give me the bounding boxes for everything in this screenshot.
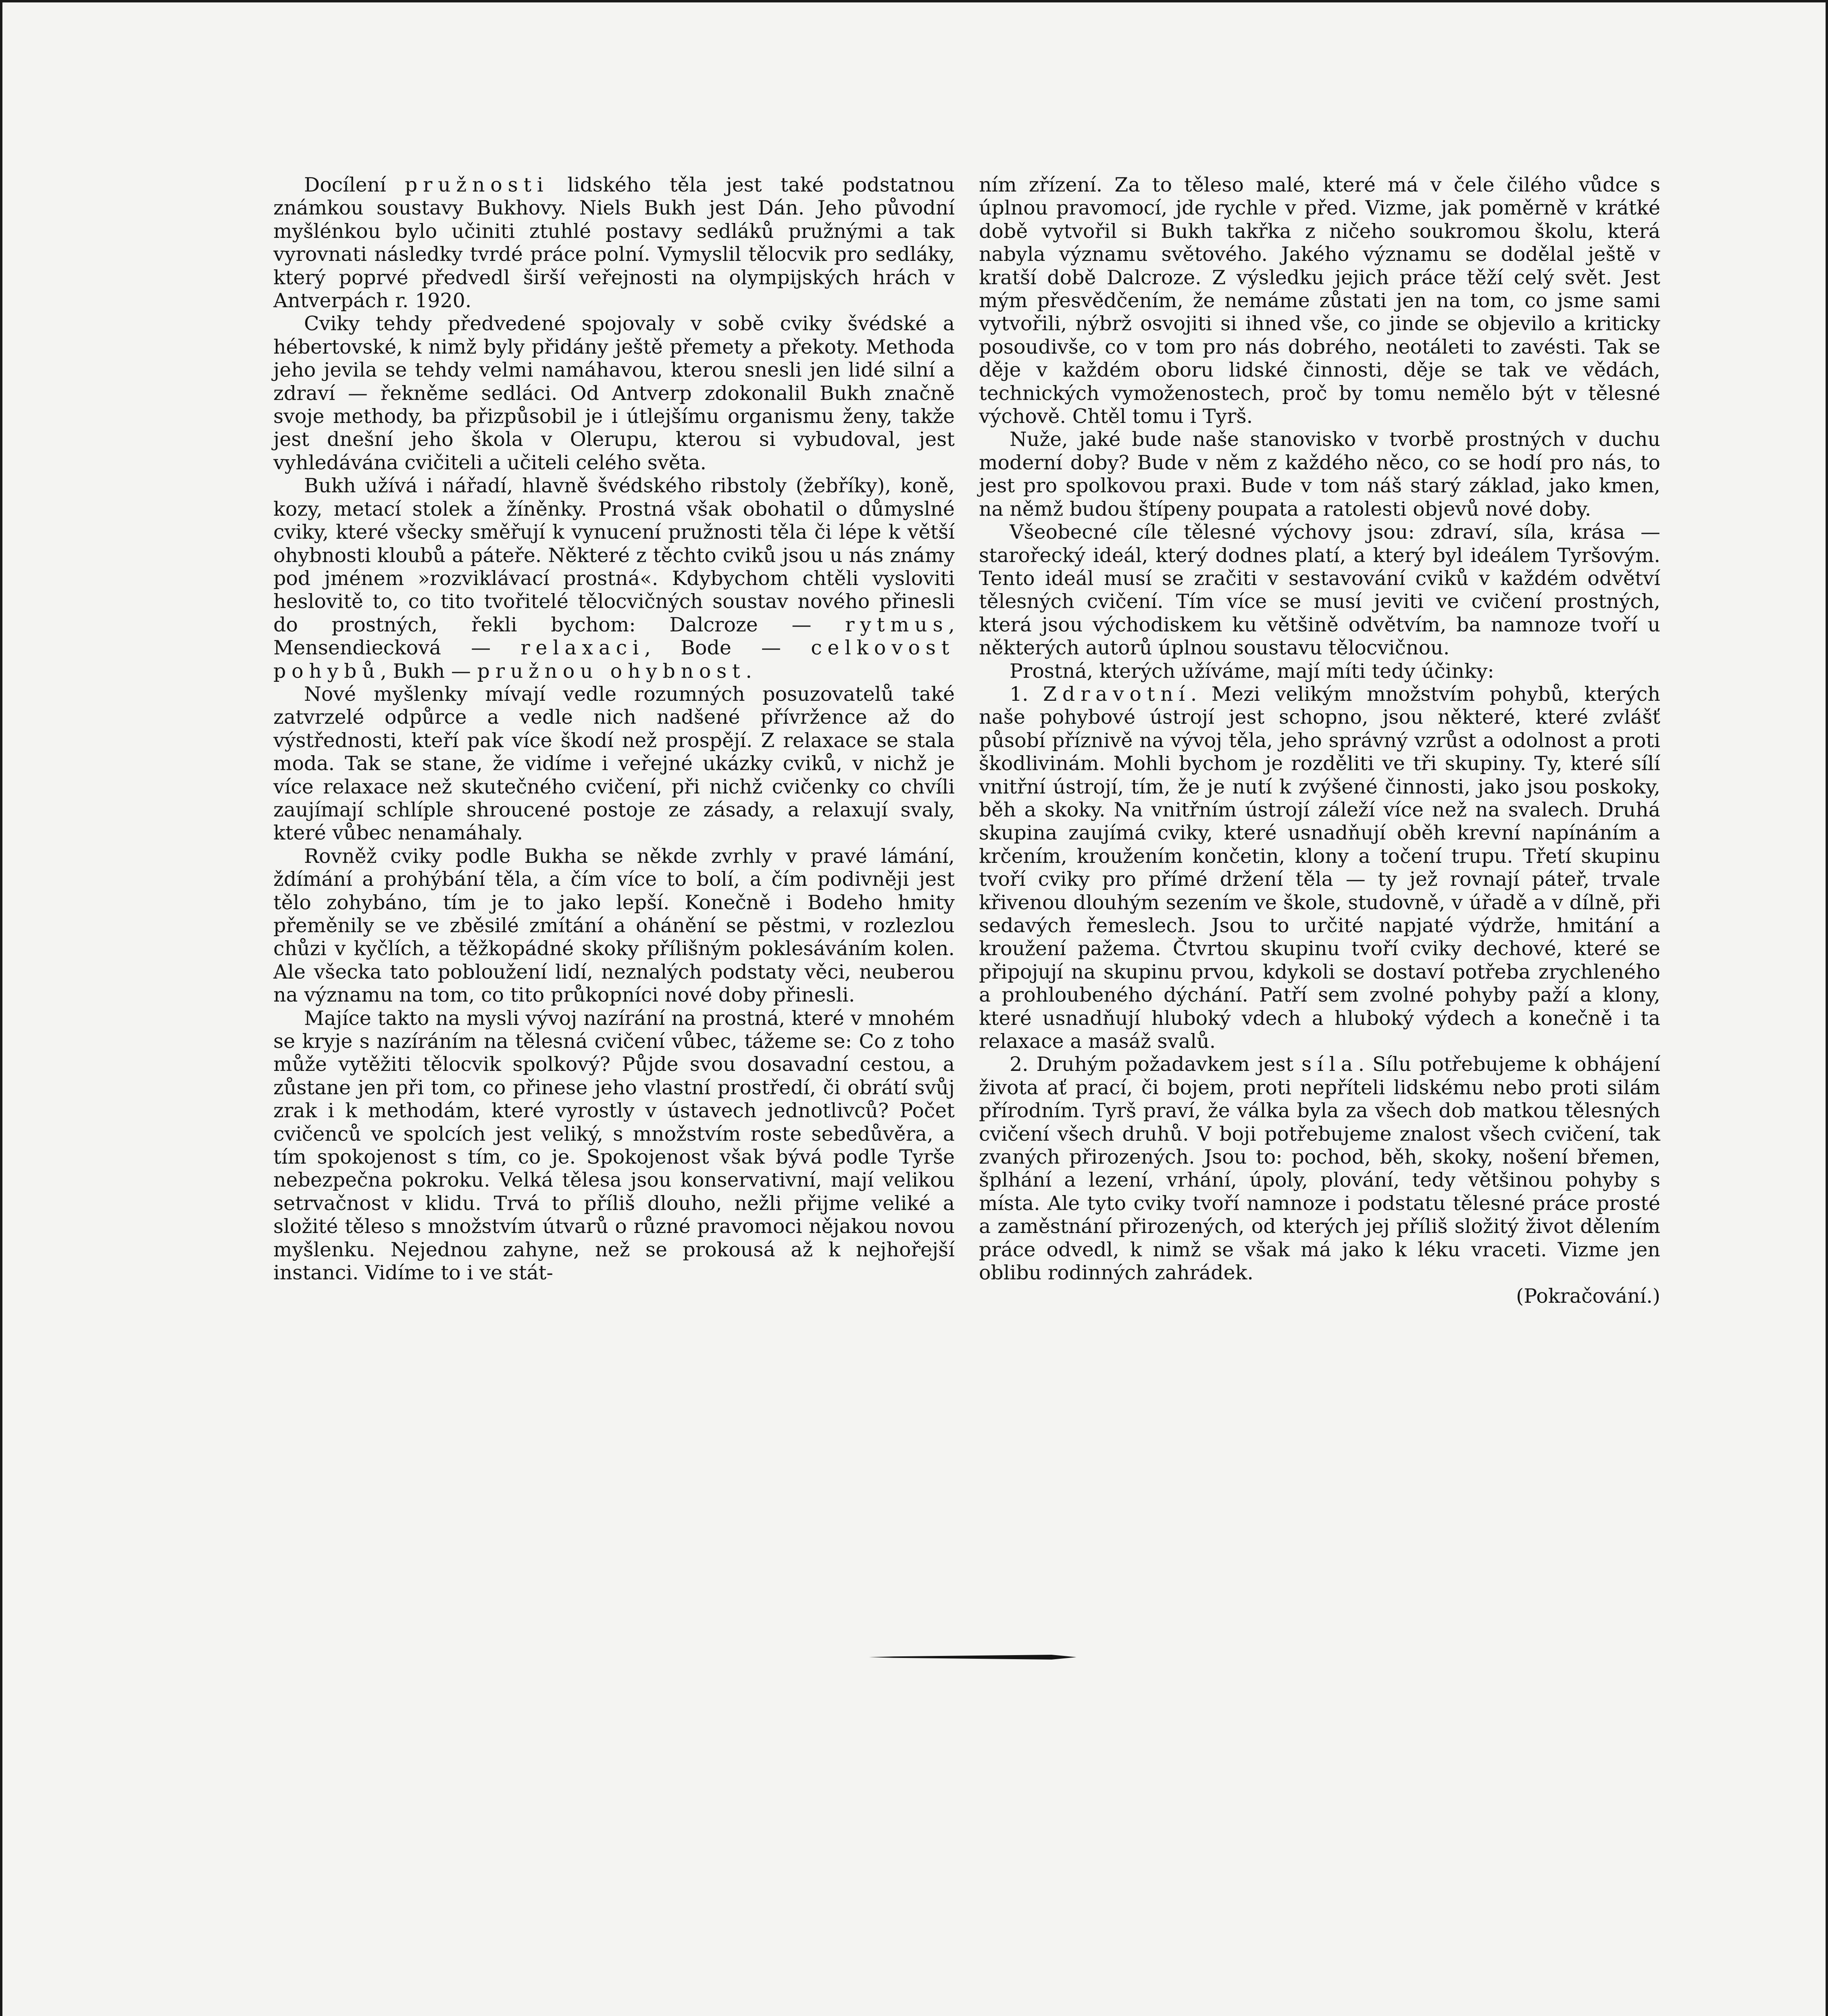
- left-column: [273, 173, 955, 1285]
- paragraph: [273, 173, 955, 312]
- paragraph-text: , Bukh —: [380, 659, 477, 683]
- paragraph-text: . Sílu potřebujeme k obhájení života ať prací, či bojem, proti nepříteli lidskému nebo proti silám přírodním. Tyrš praví, že válka byla za všech dob matkou tělesných cvičení všech druhů. V boji potřebujeme znalost všech cvičení, tak zvaných přirozených. Jsou to: pochod, běh, skoky, nošení břemen, šplhání a lezení, vrhání, úpoly, plování, tedy většinou pohyby s místa. Ale tyto cviky tvoří namnoze i podstatu tělesné práce prosté a zaměstnání přirozených, od kterých jej příliš složitý život dělením práce odvedl, k nimž se však má jako k léku vraceti. Vizme jen oblibu rodinných zahrádek.: [979, 1053, 1660, 1285]
- paragraph-text: Bukh užívá i nářadí, hlavně švédského ribstoly (žebříky), koně, kozy, metací stolek a žíněnky. Prostná však obohatil o důmyslné cviky, které všecky směřují k vynucení pružnosti těla či lépe k větší ohybnosti kloubů a páteře. Některé z těchto cviků jsou u nás známy pod jménem »rozviklávací prostná«. Kdybychom chtěli vysloviti heslovitě to, co tito tvořitelé tělocvičných soustav nového přinesli do prostných, řekli bychom: Dalcroze —: [273, 474, 955, 636]
- spaced-emphasis: Zdravotní: [1043, 682, 1191, 706]
- paragraph-text: .: [745, 659, 752, 683]
- paragraph-text: , Bode —: [644, 636, 811, 660]
- paragraph: Prostná, kterých užíváme, mají míti tedy účinky:: [1010, 659, 1494, 683]
- paragraph: Majíce takto na mysli vývoj nazírání na prostná, které v mnohém se kryje s nazíráním na tělesná cvičení vůbec, tážeme se: Co z toho může vytěžiti tělocvik spolkový? Půjde svou dosavadní cestou, a zůstane jen při tom, co přinese jeho vlastní prostředí, či obrátí svůj zrak i k methodám, které vyrostly v ústavech jednotlivců? Počet cvičenců ve spolcích jest veliký, s množstvím roste sebedůvěra, a tím spokojenost s tím, co je. Spokojenost však bývá podle Tyrše nebezpečna pokroku. Velká tělesa jsou konservativní, mají velikou setrvačnost v klidu. Trvá to příliš dlouho, nežli přijme veliké a složité těleso s množstvím útvarů o různé pravomoci nějakou novou myšlenku. Nejednou zahyne, než se prokousá až k nejhořejší instanci. Vidíme to i ve stát-: [273, 1006, 955, 1285]
- paragraph: Nuže, jaké bude naše stanovisko v tvorbě prostných v duchu moderní doby? Bude v něm z každého něco, co se hodí pro nás, to jest pro spolkovou praxi. Bude v tom náš starý základ, jako kmen, na němž budou štípeny poupata a ratolesti objevů nové doby.: [979, 428, 1660, 521]
- paragraph: [979, 1053, 1660, 1284]
- section-divider: [869, 1655, 1076, 1660]
- paragraph: Nové myšlenky mívají vedle rozumných posuzovatelů také zatvrzelé odpůrce a vedle nich nadšené přívržence až do výstřednosti, kteří pak více škodí než prospějí. Z relaxace se stala moda. Tak se stane, že vidíme i veřejné ukázky cviků, v nichž je více relaxace než skutečného cvičení, při nichž cvičenky co chvíli zaujímají schlíple shroucené postoje ze zásady, a relaxují svaly, které vůbec nenamáhaly.: [273, 682, 955, 845]
- paragraph-text: , Mensendiecková —: [273, 613, 955, 660]
- spaced-emphasis: pružnou ohybnost: [477, 659, 746, 683]
- paragraph: [979, 683, 1660, 1053]
- paragraph-text: 2. Druhým požadavkem jest: [1010, 1053, 1302, 1076]
- continuation-note: (Pokračování.): [1516, 1284, 1660, 1308]
- spaced-emphasis: pružnosti: [404, 173, 549, 196]
- spaced-emphasis: rytmus: [845, 613, 949, 636]
- right-column: [979, 173, 1660, 1308]
- spaced-emphasis: relaxaci: [521, 636, 645, 660]
- paragraph: Rovněž cviky podle Bukha se někde zvrhly v pravé lámání, ždímání a prohýbání těla, a čím více to bolí, a čím podivněji jest tělo zohybáno, tím je to jako lepší. Konečně i Bodeho hmity přeměnily se ve zběsilé zmítání a ohánění se pěstmi, v rozlezlou chůzi v kyčlích, a těžkopádné skoky přílišným poklesáváním kolen. Ale všecka tato pobloužení lidí, neznalých podstaty věci, neuberou na významu na tom, co tito průkopníci nové doby přinesli.: [273, 844, 955, 1007]
- spaced-emphasis: celkovost pohybů: [273, 636, 955, 683]
- paragraph: [273, 474, 955, 683]
- paragraph-text: 1.: [1010, 682, 1043, 706]
- paragraph: ním zřízení. Za to těleso malé, které má v čele čilého vůdce s úplnou pravomocí, jde rychle v před. Vizme, jak poměrně v krátké době vytvořil si Bukh takřka z ničeho soukromou školu, která nabyla významu světového. Jakého významu se dodělal ještě v kratší době Dalcroze. Z výsledku jejich práce těží celý svět. Jest mým přesvědčením, že nemáme zůstati jen na tom, co jsme sami vytvořili, nýbrž osvojiti si ihned vše, co jinde se objevilo a kriticky posoudivše, co v tom pro nás dobrého, neotáleti to zavésti. Tak se děje v každém oboru lidské činnosti, děje se tak ve vědách, technických vymoženostech, proč by tomu nemělo být v tělesné výchově. Chtěl tomu i Tyrš.: [979, 173, 1660, 428]
- paragraph: Cviky tehdy předvedené spojovaly v sobě cviky švédské a hébertovské, k nimž byly přidány ještě přemety a překoty. Methoda jeho jevila se tehdy velmi namáhavou, kterou snesli jen lidé silní a zdraví — řekněme sedláci. Od Antverp zdokonalil Bukh značně svoje methody, ba přizpůsobil je i útlejšímu organismu ženy, takže jest dnešní jeho škola v Olerupu, kterou si vybudoval, jest vyhledávána cvičiteli a učiteli celého světa.: [273, 312, 955, 474]
- paragraph: Všeobecné cíle tělesné výchovy jsou: zdraví, síla, krása — starořecký ideál, který dodnes platí, a který byl ideálem Tyršovým. Tento ideál musí se zračiti v sestavování cviků v každém odvětví tělesných cvičení. Tím více se musí jeviti ve cvičení prostných, která jsou východiskem ku většině odvětvím, ba namnoze tvoří u některých autorů úplnou soustavu tělocvičnou.: [979, 521, 1660, 660]
- spaced-emphasis: síla: [1301, 1053, 1358, 1076]
- paragraph-text: Docílení: [304, 173, 405, 196]
- paragraph-text: . Mezi velikým množstvím pohybů, kterých naše pohybové ústrojí jest schopno, jsou některé, které zvlášť působí příznivě na vývoj těla, jeho správný vzrůst a odolnost a proti škodlivinám. Mohli bychom je rozděliti ve tři skupiny. Ty, které sílí vnitřní ústrojí, tím, že je nutí k zvýšené činnosti, jako jsou poskoky, běh a skoky. Na vnitřním ústrojí záleží více než na svalech. Druhá skupina zaujímá cviky, které usnadňují oběh krevní napínáním a krčením, kroužením končetin, klony a točení trupu. Třetí skupinu tvoří cviky pro přímé držení těla — ty jež rovnají páteř, trvale křivenou dlouhým sezením ve škole, studovně, v úřadě a v dílně, při sedavých řemeslech. Jsou to určité napjaté výdrže, hmitání a kroužení pažema. Čtvrtou skupinu tvoří cviky dechové, které se připojují na skupinu prvou, kdykoli se dostaví potřeba zrychleného a prohloubeného dýchání. Patří sem zvolné pohyby paží a klony, které usnadňují hluboký vdech a hluboký výdech a konečně i ta relaxace a masáž svalů.: [979, 682, 1660, 1053]
- paragraph-text: lidského těla jest také podstatnou známkou soustavy Bukhovy. Niels Bukh jest Dán. Jeho původní myšlénkou bylo učiniti ztuhlé postavy sedláků pružnými a tak vyrovnati následky tvrdé práce polní. Vymyslil tělocvik pro sedláky, který poprvé předvedl širší veřejnosti na olympijských hrách v Antverpách r. 1920.: [273, 173, 955, 312]
